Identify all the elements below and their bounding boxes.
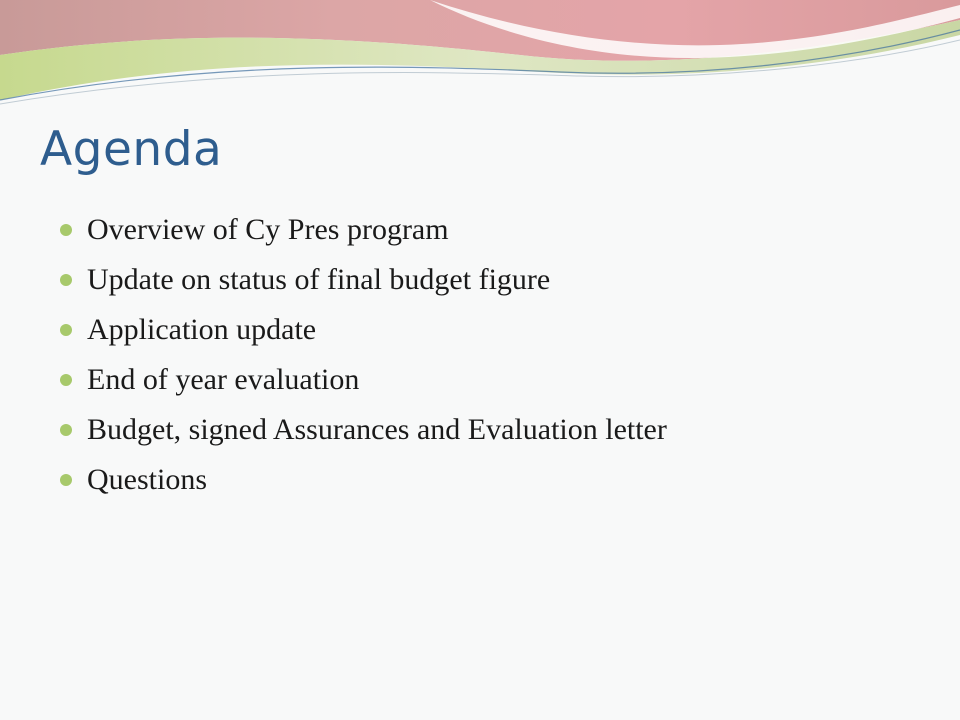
list-item — [60, 205, 920, 255]
list-item — [60, 255, 920, 305]
bullet-dot-icon — [60, 474, 72, 486]
list-item-text: Update on status of final budget figure — [87, 263, 551, 296]
list-item-text: End of year evaluation — [87, 363, 360, 396]
bullet-dot-icon — [60, 374, 72, 386]
list-item-text: Budget, signed Assurances and Evaluation letter — [87, 413, 667, 446]
list-item — [60, 405, 920, 455]
list-item — [60, 305, 920, 355]
bullet-dot-icon — [60, 274, 72, 286]
list-item — [60, 355, 920, 405]
header-wave-decoration — [0, 0, 960, 110]
list-item-text: Application update — [87, 313, 317, 346]
list-item-text: Questions — [87, 463, 207, 496]
bullet-dot-icon — [60, 424, 72, 436]
bullet-dot-icon — [60, 224, 72, 236]
slide-title: Agenda — [40, 122, 223, 177]
agenda-list — [60, 205, 920, 505]
list-item-text: Overview of Cy Pres program — [87, 213, 449, 246]
list-item — [60, 455, 920, 505]
bullet-dot-icon — [60, 324, 72, 336]
